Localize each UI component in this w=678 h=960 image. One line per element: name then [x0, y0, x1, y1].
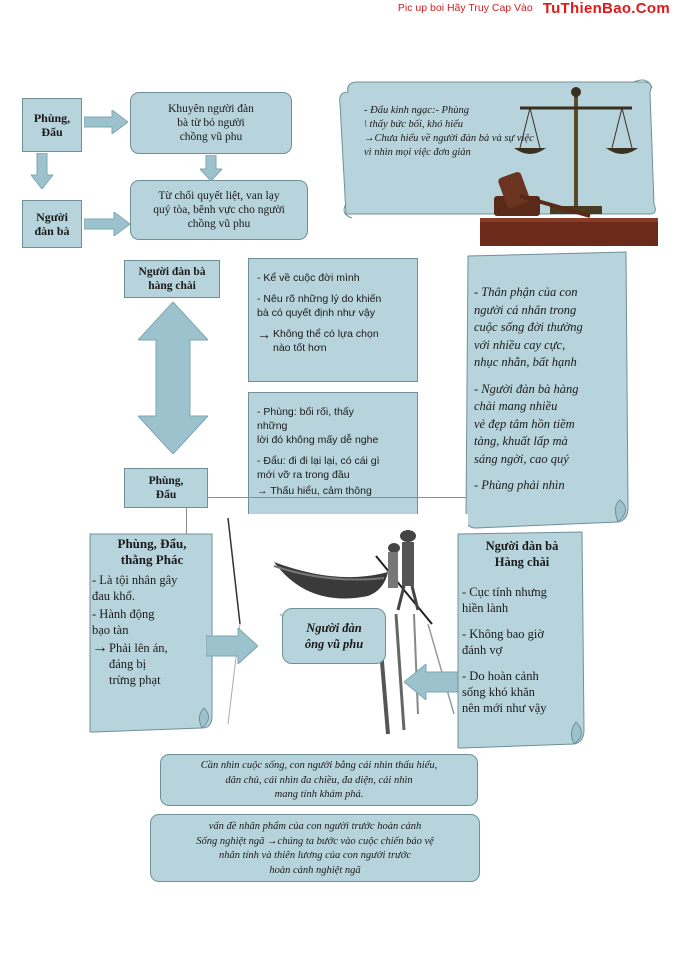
text-khong-the: Không thể có lựa chọn nào tốt hơn [273, 328, 379, 354]
left-scroll-line-1: - Là tội nhân gây đau khổ. [92, 573, 178, 603]
text-phung-boi-roi: - Phùng: bối rối, thấy những lời đó không mấy dễ nghe [257, 406, 379, 446]
connector-h-middle [208, 497, 470, 498]
connector-v-left [186, 508, 187, 534]
right-scroll-2-item-1: - Cục tính nhưng hiền lành [462, 585, 547, 615]
right-scroll-item-3: - Phùng phải nhìn [474, 478, 565, 492]
arrow-right-top [84, 110, 128, 134]
scroll-top-line-4: vì nhìn mọi việc đơn giản [364, 147, 471, 158]
arrow-right-bottom [84, 212, 130, 236]
arrow-down-left [31, 153, 53, 189]
arrow-down-khuyen [200, 155, 222, 181]
box-ke-ve [248, 258, 418, 382]
box-van-de-nhan-pham: vấn đề nhân phẩm của con người trước hoàn cảnh Sống nghiệt ngã →chúng ta bước vào cuộc chiến bảo vệ nhân tính và thiên lương của con người trước hoàn cảnh nghiệt ngã [150, 814, 480, 882]
scroll-top-line-2: \ thấy bức bối, khó hiểu [364, 119, 464, 130]
box-phung-dau-top: Phùng, Đẩu [22, 98, 82, 152]
arrow-left-center [404, 664, 458, 700]
right-scroll-2-content [462, 538, 582, 716]
double-arrow-vertical [138, 302, 208, 454]
header-bar [398, 0, 670, 16]
arrow-right-bold-icon: → [92, 639, 108, 656]
header-credit: Pic up boi Hãy Truy Cap Vào [397, 2, 533, 14]
left-scroll-line-3: Phải lên án, đáng bị trừng phạt [109, 641, 168, 687]
text-thau-hieu: → Thấu hiểu, cảm thông [257, 485, 372, 497]
left-scroll-content [92, 536, 212, 688]
box-phung-boi-roi [248, 392, 418, 518]
box-phung-dau-middle: Phùng, Đẩu [124, 468, 208, 508]
arrow-right-icon: → [257, 326, 271, 342]
scroll-top-line-1: - Đẩu kinh ngạc:- Phùng [364, 105, 469, 116]
right-scroll-item-2: - Người đàn bà hàng chài mang nhiều vẻ đẹp tâm hồn tiềm tàng, khuất lấp mà sáng ngời, cao quý [474, 381, 579, 466]
box-nguoi-dan-ba-top: Người đàn bà [22, 200, 82, 248]
right-scroll-text [474, 284, 626, 495]
scroll-top-line-3: →Chưa hiểu về người đàn bà và sự việc [364, 133, 534, 144]
left-scroll-result [92, 640, 212, 688]
box-can-nhin: Cần nhìn cuộc sống, con người bằng cái nhìn thấu hiểu, dân chủ, cái nhìn đa chiều, đa diện, cái nhìn mang tính khám phá. [160, 754, 478, 806]
left-scroll-title: Phùng, Đẩu, thằng Phác [117, 536, 187, 567]
justice-scales-icon [480, 78, 658, 248]
left-scroll-line-2: - Hành động bạo tàn [92, 607, 155, 637]
text-dau-di: - Đẩu: đi đi lại lại, có cái gì mới vỡ ra trong đầu [257, 455, 380, 481]
right-scroll-item-1: - Thân phận của con người cá nhân trong cuộc sống đời thường với nhiều cay cực, nhục nhằn, bất hạnh [474, 285, 583, 369]
box-nguoi-dan-ba-hang-chai: Người đàn bà hàng chài [124, 260, 220, 298]
text-ke-ve: - Kể về cuộc đời mình [257, 272, 360, 284]
text-neu-ro: - Nêu rõ những lý do khiến bà có quyết định như vậy [257, 293, 382, 319]
result-line [257, 327, 409, 355]
brand-logo-text[interactable]: TuThienBao.Com [542, 0, 670, 17]
right-scroll-2-title: Người đàn bà Hàng chài [485, 539, 559, 569]
box-khuyen: Khuyên người đàn bà từ bỏ người chồng vũ phu [130, 92, 292, 154]
box-nguoi-dan-ong-vu-phu: Người đàn ông vũ phu [282, 608, 386, 664]
arrow-right-center [206, 628, 258, 664]
right-scroll-2-item-2: - Không bao giờ đánh vợ [462, 627, 544, 657]
right-scroll-2-item-3: - Do hoàn cảnh sống khó khăn nên mới như vậy [462, 669, 547, 715]
box-tu-choi: Từ chối quyết liệt, van lạy quý tòa, bênh vực cho người chồng vũ phu [130, 180, 308, 240]
